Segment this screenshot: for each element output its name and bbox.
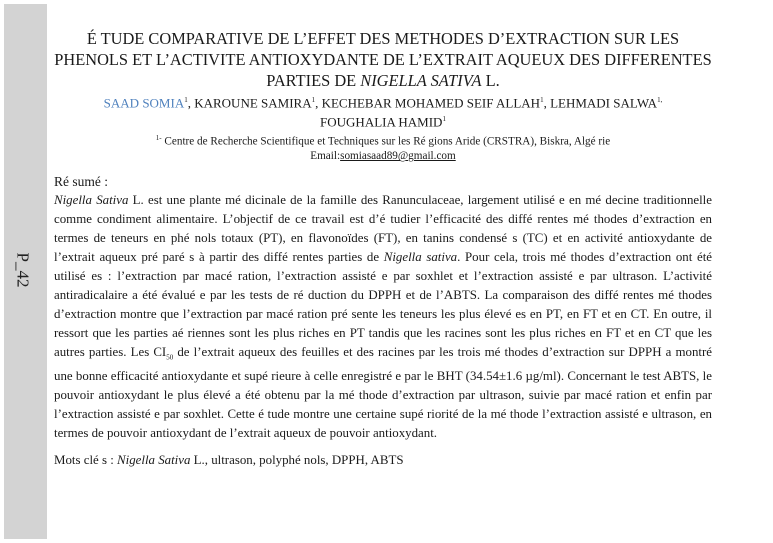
title-species: NIGELLA SATIVA [360, 71, 482, 90]
first-author: SAAD SOMIA [103, 95, 185, 111]
page-code-label: P_42 [13, 252, 32, 288]
resume-heading: Ré sumé : [54, 174, 108, 190]
paper-title: É TUDE COMPARATIVE DE L’EFFET DES METHODES D’EXTRACTION SUR LES PHENOLS ET L’ACTIVITE ANTIOXYDANTE DE L’EXTRAIT AQUEUX DES DIFFERENTES PARTIES DE NIGELLA SATIVA L. [54, 29, 712, 90]
abstract-page [54, 28, 712, 469]
abstract-text: Nigella Sativa L. est une plante mé dicinale de la famille des Ranunculaceae, largement utilisé e en mé decine traditionnelle comme condiment alimentaire. L’objectif de ce travail est d’é tudier l’efficacité des diffé rentes mé thodes d’extraction en termes de teneurs en phé nols totaux (PT), en flavonoïdes (FT), en tanins condensé s (TC) et en activité antioxydante de l’extrait aqueux pré paré s à partir des diffé rentes parties de Nigella sativa. Pour cela, trois mé thodes d’extraction ont été utilisé es : l’extraction par macé ration, l’extraction assisté e par soxhlet et l’extraction assisté e par ultrason. L’activité antiradicalaire a été évalué e par les tests de ré duction du DPPH et de l’ABTS. La comparaison des diffé rentes mé thodes d’extraction montre que l’extraction par macé ration pré sente les teneurs les plus élevé es en PT, en FT et en CT. En outre, il ressort que les parties aé riennes sont les plus riches en PT tandis que les racines sont les plus riches en FT et en CT que les autres parties. Les $CI_{50}$ de l’extrait aqueux des feuilles et des racines par les trois mé thodes d’extraction sur DPPH a montré une bonne efficacité antioxydante et supé rieure à celle enregistré e par le BHT (34.54±1.6 µg/ml). Concernant le test ABTS, le pouvoir antioxydant le plus élevé a été obtenu par la mé thode d’extraction par ultrason, suivie par macé ration et enfin par l’extraction assisté e par soxhlet. Cette é tude montre une certaine supé riorité de la mé thode l’extraction assisté e ultrason, en termes de pouvoir antioxydant de l’extrait aqueux de pouvoir antioxydant. [54, 193, 712, 440]
keywords: Mots clé s : Nigella Sativa L., ultrason, polyphé nols, DPPH, ABTS [54, 452, 404, 467]
email-link[interactable]: somiasaad89@gmail.com [340, 150, 456, 163]
contact-email: Email:somiasaad89@gmail.com [310, 150, 456, 163]
affiliation: $^{1-}$ Centre de Recherche Scientifique et Techniques sur les Ré gions Aride (CRSTRA), Biskra, Algé rie [155, 133, 611, 148]
author-list: SAAD SOMIA$^1$, KAROUNE SAMIRA$^1$, KECHEBAR MOHAMED SEIF ALLAH$^1$, LEHMADI $SALWA^{1,}$ FOUGHALIA HAMID$^1$ [103, 95, 663, 130]
